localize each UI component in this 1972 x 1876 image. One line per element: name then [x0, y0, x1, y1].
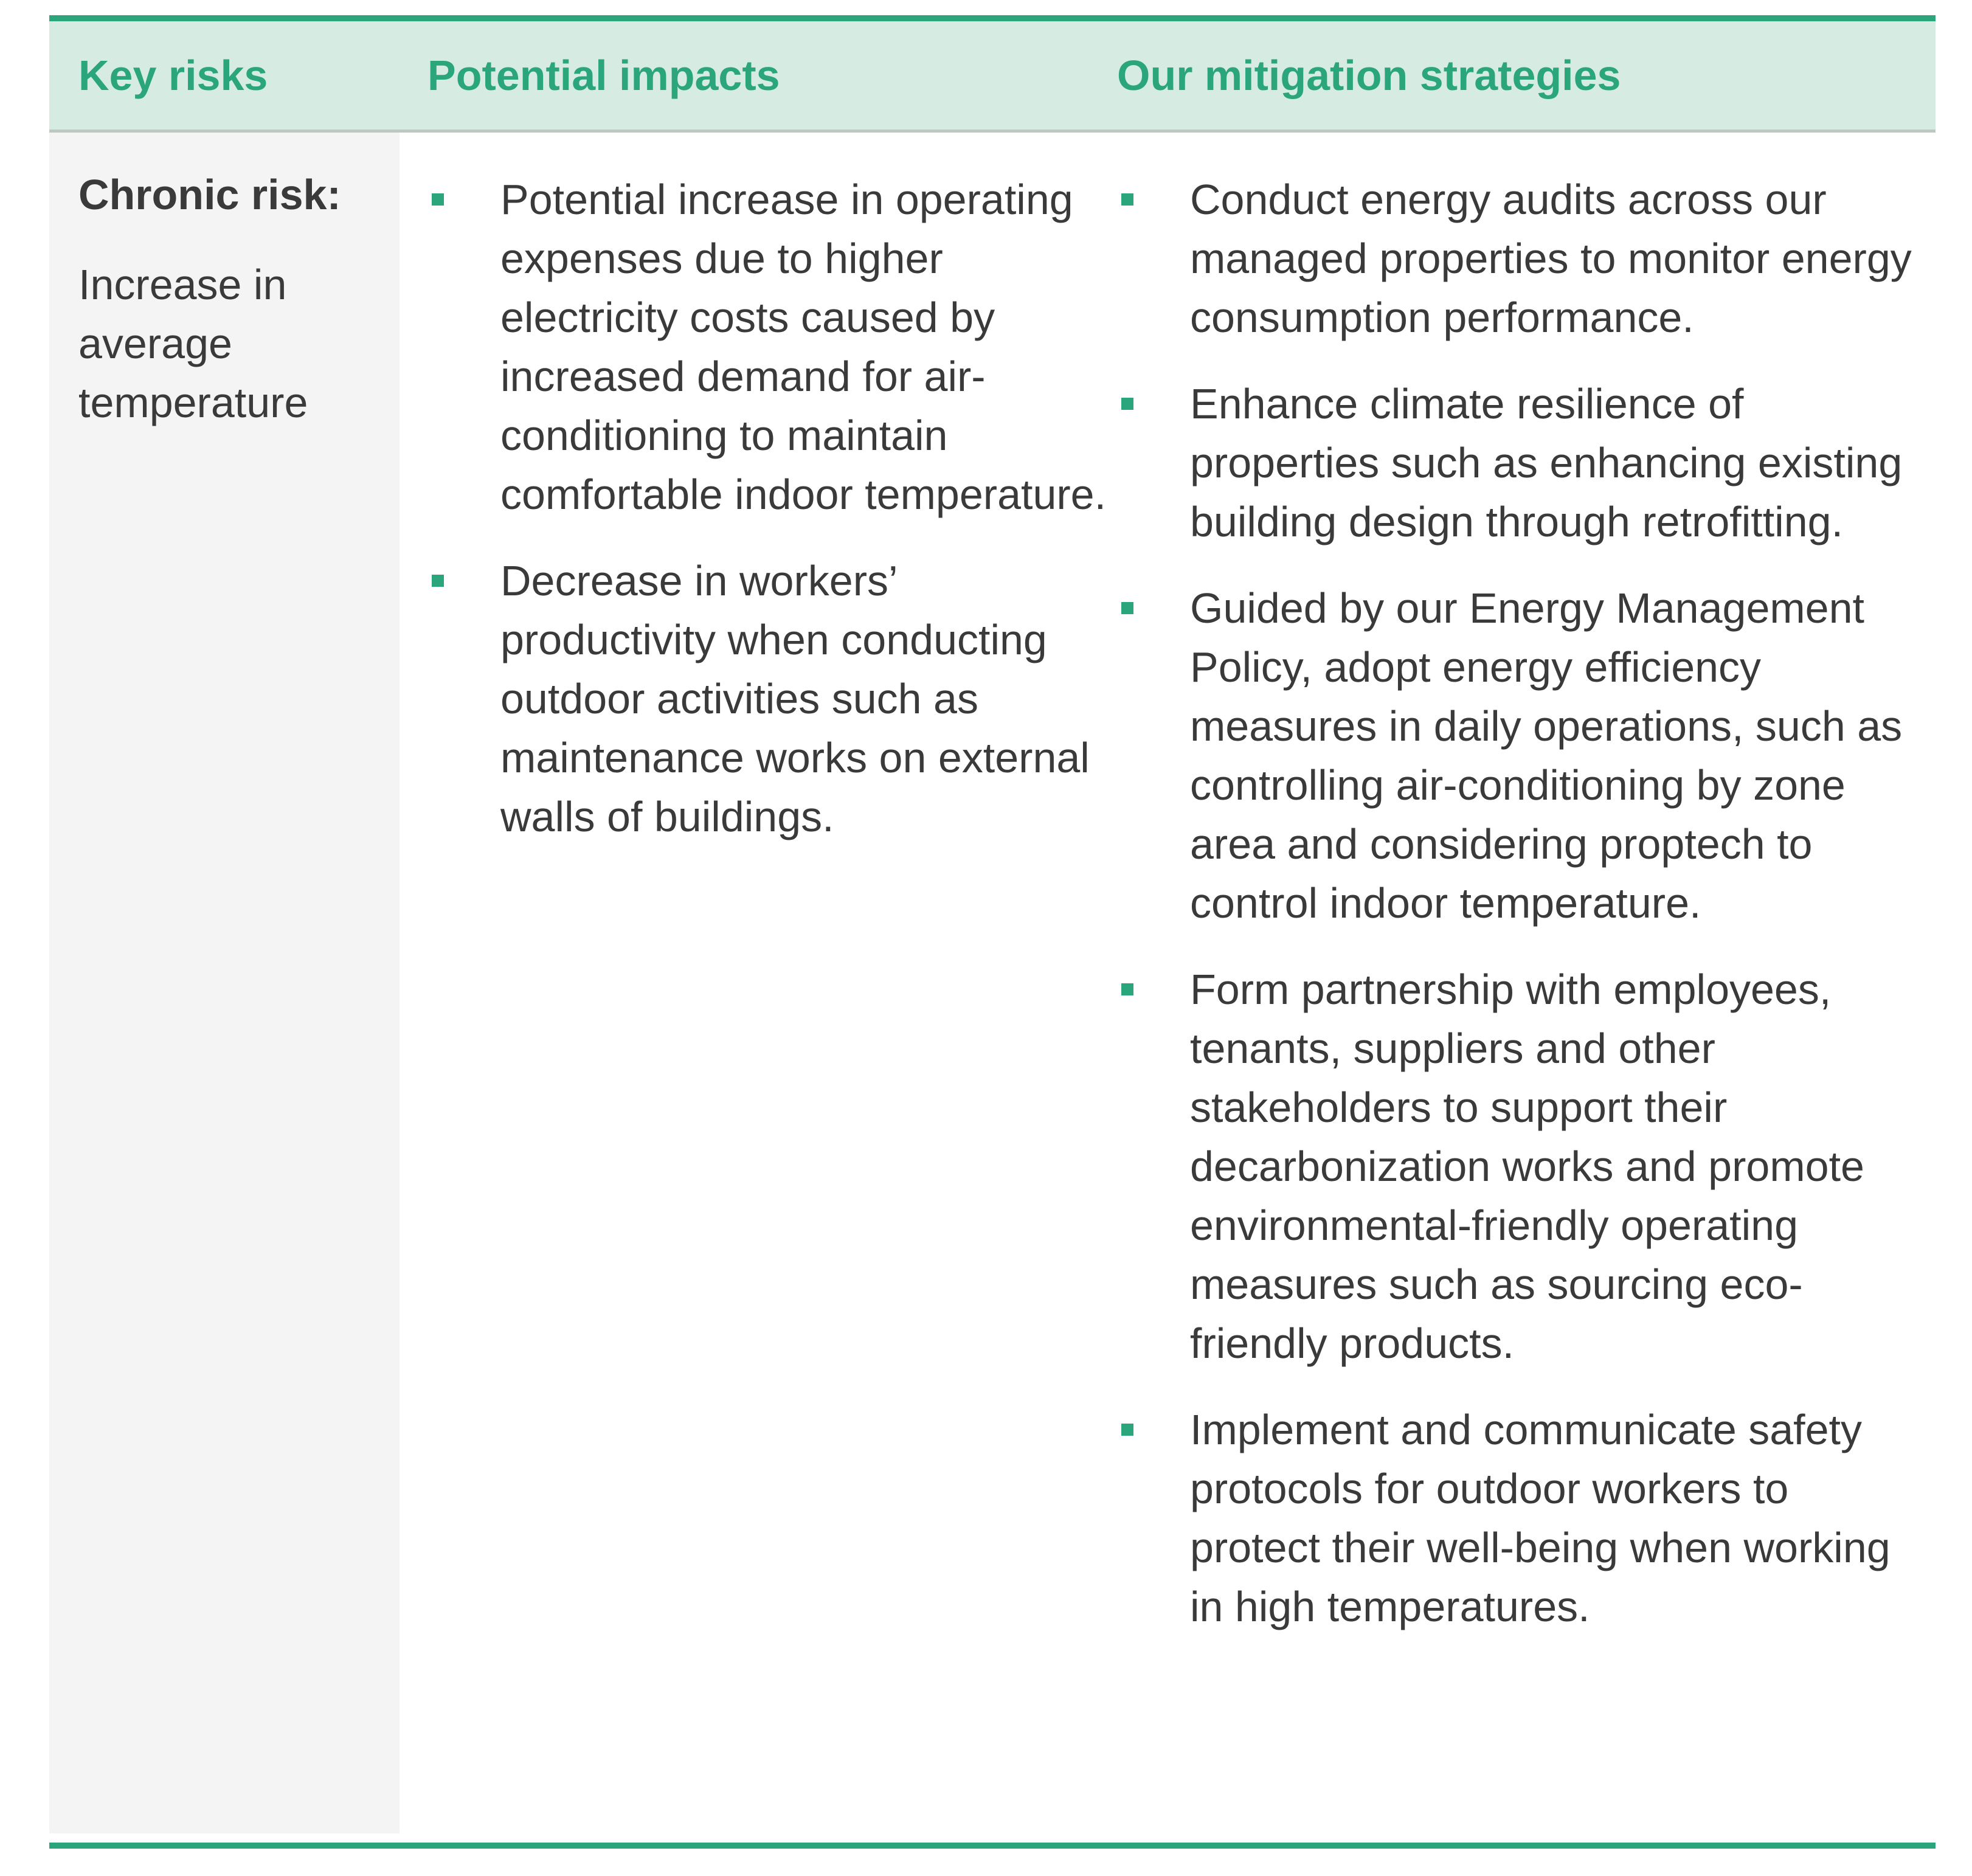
list-item: [432, 170, 1119, 524]
risk-description: Increase in average temperature: [78, 261, 308, 426]
header-potential-impacts: Potential impacts: [427, 52, 780, 99]
strategy-text: Form partnership with employees, tenants, suppliers and other stakeholders to support their decarbonization works and promote environmental-friendly operating measures such as sourcing eco-friendly products.: [1190, 966, 1864, 1367]
header-mitigation-strategies: Our mitigation strategies: [1117, 52, 1621, 99]
square-bullet-icon: [1121, 602, 1133, 614]
impact-text: Potential increase in operating expenses due to higher electricity costs caused by increased demand for air-conditioning to maintain comfortable indoor temperature.: [500, 176, 1107, 518]
strategy-text: Enhance climate resilience of properties such as enhancing existing building design through retrofitting.: [1190, 380, 1903, 545]
square-bullet-icon: [1121, 1424, 1133, 1436]
square-bullet-icon: [432, 575, 444, 587]
strategy-text: Implement and communicate safety protocols for outdoor workers to protect their well-being when working in high temperatures.: [1190, 1406, 1891, 1630]
list-item: [432, 552, 1119, 846]
impacts-list: [432, 170, 1119, 874]
top-rule: [49, 15, 1936, 21]
list-item: [1121, 170, 1930, 347]
list-item: [1121, 960, 1930, 1373]
header-key-risks: Key risks: [78, 52, 268, 99]
risk-type: Chronic risk:: [78, 171, 341, 218]
square-bullet-icon: [432, 193, 444, 206]
bottom-rule: [49, 1843, 1936, 1849]
risk-table: [49, 15, 1936, 1849]
table-header: [49, 21, 1936, 133]
strategy-text: Guided by our Energy Management Policy, adopt energy efficiency measures in daily operations, such as controlling air-conditioning by zone area and considering proptech to control indoor temperature.: [1190, 584, 1903, 927]
square-bullet-icon: [1121, 983, 1133, 995]
impact-text: Decrease in workers’ productivity when conducting outdoor activities such as maintenance works on external walls of buildings.: [500, 557, 1090, 840]
square-bullet-icon: [1121, 398, 1133, 410]
list-item: [1121, 375, 1930, 552]
strategy-text: Conduct energy audits across our managed properties to monitor energy consumption performance.: [1190, 176, 1912, 341]
list-item: [1121, 1400, 1930, 1636]
square-bullet-icon: [1121, 193, 1133, 206]
list-item: [1121, 579, 1930, 933]
strategies-list: [1121, 170, 1930, 1664]
